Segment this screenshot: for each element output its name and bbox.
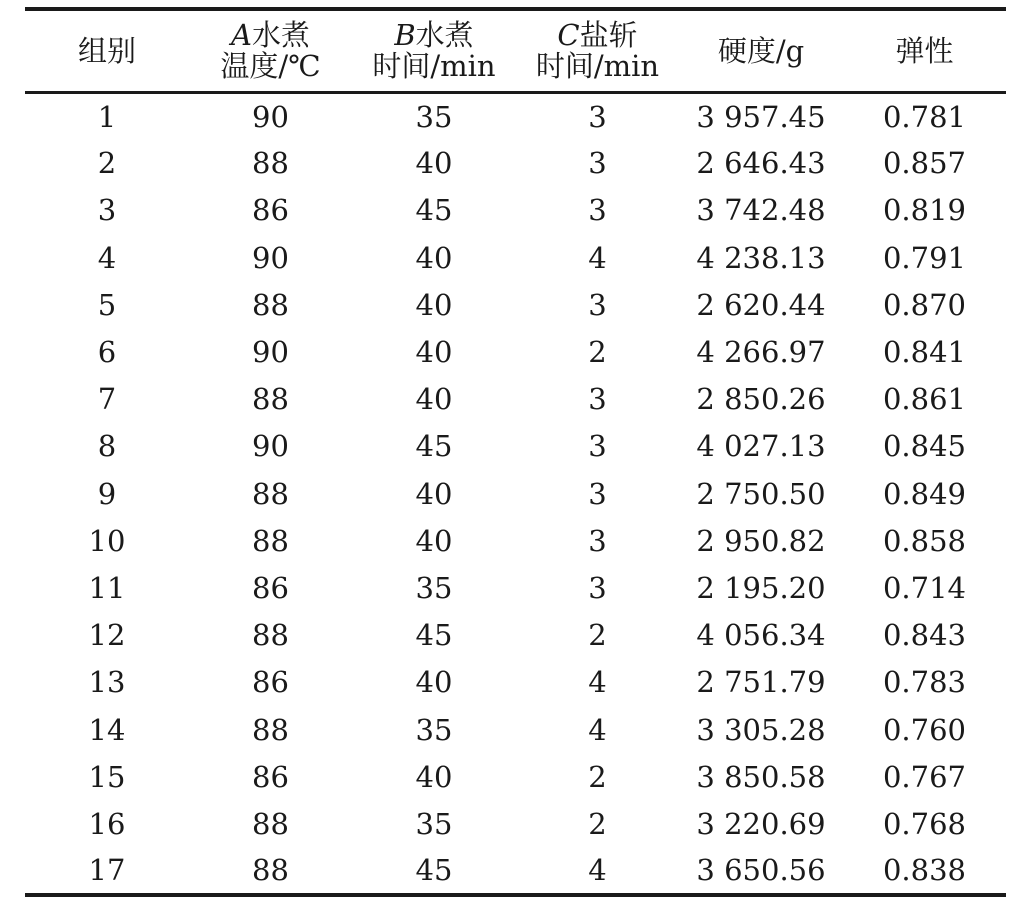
header-elasticity <box>843 9 1006 93</box>
hardness-cell: 2 751.79 <box>696 665 826 700</box>
boil-time-cell: 35 <box>415 570 453 605</box>
boil-temperature-cell: 86 <box>252 665 289 700</box>
header-line <box>352 20 516 51</box>
group-cell: 3 <box>97 193 117 228</box>
table-row <box>25 659 1006 706</box>
elasticity-cell: 0.845 <box>882 429 967 464</box>
header-line <box>516 51 679 82</box>
elasticity-cell: 0.760 <box>882 712 967 747</box>
boil-temperature-cell: 88 <box>252 618 289 653</box>
salting-time-cell: 3 <box>588 99 607 134</box>
salting-time-cell: 3 <box>588 476 607 511</box>
results-table <box>25 7 1006 897</box>
salting-time-cell: 2 <box>588 618 607 653</box>
boil-time-cell: 40 <box>415 240 453 275</box>
elasticity-cell: 0.843 <box>882 618 967 653</box>
boil-time-cell: 45 <box>415 429 453 464</box>
header-line <box>189 20 352 51</box>
header-text: 盐斩 <box>579 18 638 52</box>
salting-time-cell: 3 <box>588 146 607 181</box>
group-cell: 13 <box>88 665 126 700</box>
group-cell: 10 <box>88 523 126 558</box>
elasticity-cell: 0.783 <box>882 665 967 700</box>
group-cell: 2 <box>97 146 117 181</box>
header-line <box>516 20 679 51</box>
salting-time-cell: 2 <box>588 806 607 841</box>
group-cell: 7 <box>97 382 117 417</box>
header-salting-time <box>516 9 679 93</box>
boil-temperature-cell: 90 <box>252 335 289 370</box>
elasticity-cell: 0.781 <box>882 99 967 134</box>
table-row <box>25 140 1006 187</box>
header-line <box>352 51 516 82</box>
boil-temperature-cell: 88 <box>252 476 289 511</box>
boil-time-cell: 40 <box>415 146 453 181</box>
boil-time-cell: 40 <box>415 665 453 700</box>
table-row <box>25 800 1006 847</box>
salting-time-cell: 4 <box>588 853 607 888</box>
elasticity-cell: 0.767 <box>882 759 967 794</box>
elasticity-cell: 0.841 <box>882 335 967 370</box>
boil-temperature-cell: 86 <box>252 570 289 605</box>
group-cell: 6 <box>97 335 117 370</box>
boil-temperature-cell: 86 <box>252 193 289 228</box>
hardness-cell: 3 850.58 <box>696 759 826 794</box>
group-cell: 8 <box>97 429 117 464</box>
table-row <box>25 706 1006 753</box>
header-line <box>189 51 352 82</box>
header-variable: C <box>557 18 580 52</box>
hardness-cell: 2 646.43 <box>696 146 826 181</box>
header-line <box>843 33 1006 68</box>
boil-time-cell: 45 <box>415 618 453 653</box>
hardness-cell: 2 750.50 <box>696 476 826 511</box>
elasticity-cell: 0.819 <box>882 193 967 228</box>
table-row <box>25 423 1006 470</box>
group-cell: 11 <box>88 570 126 605</box>
boil-temperature-cell: 88 <box>252 287 289 322</box>
elasticity-cell: 0.791 <box>882 240 967 275</box>
group-cell: 1 <box>97 99 117 134</box>
group-cell: 16 <box>88 806 126 841</box>
group-cell: 4 <box>97 240 117 275</box>
boil-time-cell: 40 <box>415 382 453 417</box>
table-row <box>25 517 1006 564</box>
salting-time-cell: 3 <box>588 382 607 417</box>
hardness-cell: 4 027.13 <box>696 429 826 464</box>
salting-time-cell: 4 <box>588 712 607 747</box>
boil-time-cell: 40 <box>415 523 453 558</box>
header-variable: A <box>231 18 252 52</box>
header-line <box>679 33 843 68</box>
elasticity-cell: 0.870 <box>882 287 967 322</box>
group-cell: 5 <box>97 287 117 322</box>
elasticity-cell: 0.857 <box>882 146 967 181</box>
table-row <box>25 470 1006 517</box>
elasticity-cell: 0.714 <box>882 570 967 605</box>
header-text: 组别 <box>77 33 136 68</box>
header-text: 水煮 <box>251 18 310 52</box>
boil-temperature-cell: 88 <box>252 806 289 841</box>
boil-time-cell: 40 <box>415 759 453 794</box>
table-row <box>25 281 1006 328</box>
elasticity-cell: 0.838 <box>882 853 967 888</box>
salting-time-cell: 4 <box>588 240 607 275</box>
boil-temperature-cell: 86 <box>252 759 289 794</box>
hardness-cell: 4 238.13 <box>696 240 826 275</box>
table-row <box>25 328 1006 375</box>
salting-time-cell: 3 <box>588 570 607 605</box>
boil-temperature-cell: 90 <box>252 240 289 275</box>
hardness-cell: 4 056.34 <box>696 618 826 653</box>
header-text: 弹性 <box>895 33 954 68</box>
elasticity-cell: 0.861 <box>882 382 967 417</box>
boil-time-cell: 40 <box>415 287 453 322</box>
header-text: 水煮 <box>415 18 474 52</box>
boil-temperature-cell: 88 <box>252 523 289 558</box>
boil-temperature-cell: 90 <box>252 99 289 134</box>
header-text: 硬度/g <box>717 33 805 68</box>
boil-temperature-cell: 88 <box>252 146 289 181</box>
salting-time-cell: 3 <box>588 429 607 464</box>
table-body <box>25 93 1006 895</box>
hardness-cell: 2 620.44 <box>696 287 826 322</box>
table-row <box>25 234 1006 281</box>
table-row <box>25 753 1006 800</box>
group-cell: 12 <box>88 618 126 653</box>
salting-time-cell: 4 <box>588 665 607 700</box>
salting-time-cell: 3 <box>588 193 607 228</box>
boil-temperature-cell: 88 <box>252 712 289 747</box>
group-cell: 9 <box>97 476 117 511</box>
boil-time-cell: 35 <box>415 712 453 747</box>
boil-time-cell: 35 <box>415 99 453 134</box>
results-table-container <box>25 7 1006 897</box>
hardness-cell: 2 850.26 <box>696 382 826 417</box>
boil-time-cell: 35 <box>415 806 453 841</box>
group-cell: 14 <box>88 712 126 747</box>
header-line <box>25 33 189 68</box>
table-row <box>25 376 1006 423</box>
header-variable: B <box>394 18 416 52</box>
hardness-cell: 3 305.28 <box>696 712 826 747</box>
header-text: 温度/℃ <box>220 49 321 83</box>
salting-time-cell: 2 <box>588 759 607 794</box>
elasticity-cell: 0.768 <box>882 806 967 841</box>
hardness-cell: 2 950.82 <box>696 523 826 558</box>
group-cell: 17 <box>88 853 126 888</box>
boil-temperature-cell: 90 <box>252 429 289 464</box>
header-boil-temperature <box>189 9 352 93</box>
header-text: 时间/min <box>535 49 660 83</box>
header-group <box>25 9 189 93</box>
table-row <box>25 187 1006 234</box>
hardness-cell: 3 957.45 <box>696 99 826 134</box>
salting-time-cell: 3 <box>588 523 607 558</box>
hardness-cell: 2 195.20 <box>696 570 826 605</box>
hardness-cell: 3 220.69 <box>696 806 826 841</box>
salting-time-cell: 3 <box>588 287 607 322</box>
table-row <box>25 848 1006 895</box>
table-row <box>25 93 1006 140</box>
hardness-cell: 4 266.97 <box>696 335 826 370</box>
hardness-cell: 3 742.48 <box>696 193 826 228</box>
table-row <box>25 612 1006 659</box>
elasticity-cell: 0.849 <box>882 476 967 511</box>
boil-time-cell: 40 <box>415 476 453 511</box>
boil-time-cell: 45 <box>415 853 453 888</box>
salting-time-cell: 2 <box>588 335 607 370</box>
table-header <box>25 9 1006 93</box>
boil-time-cell: 40 <box>415 335 453 370</box>
elasticity-cell: 0.858 <box>882 523 967 558</box>
table-row <box>25 564 1006 611</box>
boil-temperature-cell: 88 <box>252 853 289 888</box>
hardness-cell: 3 650.56 <box>696 853 826 888</box>
header-row <box>25 9 1006 93</box>
group-cell: 15 <box>88 759 126 794</box>
boil-temperature-cell: 88 <box>252 382 289 417</box>
header-text: 时间/min <box>372 49 496 83</box>
boil-time-cell: 45 <box>415 193 453 228</box>
header-boil-time <box>352 9 516 93</box>
header-hardness <box>679 9 843 93</box>
